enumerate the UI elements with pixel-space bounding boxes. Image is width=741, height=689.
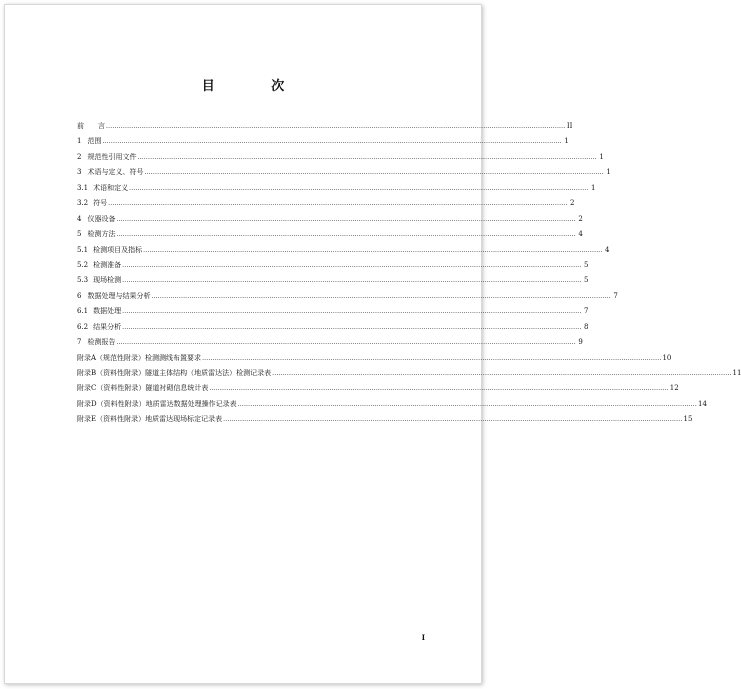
- toc-leader-dots: ..........................................................................................................................................................................................................................: [144, 169, 604, 177]
- toc-entry-page: 2: [570, 199, 575, 208]
- toc-entry-title: 检测准备: [93, 260, 122, 269]
- toc-entry-title: 规范性引用文件: [87, 152, 137, 161]
- toc-entry-title: 数据处理: [93, 307, 122, 316]
- toc-leader-dots: ..........................................................................................................................................................................................................................: [223, 416, 683, 424]
- toc-entry-data-analysis[interactable]: [77, 289, 618, 304]
- page-number: I: [421, 633, 425, 642]
- toc-entry-test-methods[interactable]: [77, 227, 583, 242]
- toc-entry-appendix-b[interactable]: [77, 366, 741, 381]
- toc-leader-dots: ..........................................................................................................................................................................................................................: [108, 200, 568, 208]
- toc-leader-dots: ..........................................................................................................................................................................................................................: [237, 400, 697, 408]
- toc-leader-dots: ..........................................................................................................................................................................................................................: [102, 138, 562, 146]
- toc-entry-number: 6.2: [77, 322, 89, 331]
- toc-entry-foreword[interactable]: [77, 119, 573, 134]
- toc-entry-number: 1: [77, 137, 82, 146]
- toc-entry-field-testing[interactable]: [77, 273, 589, 288]
- toc-leader-dots: ..........................................................................................................................................................................................................................: [137, 153, 597, 161]
- toc-entry-page: 5: [584, 260, 589, 269]
- toc-leader-dots: ..........................................................................................................................................................................................................................: [122, 277, 582, 285]
- toc-leader-dots: ..........................................................................................................................................................................................................................: [202, 354, 662, 362]
- toc-entry-page: 1: [591, 183, 596, 192]
- toc-entry-title: 附录E（资料性附录）地质雷达现场标定记录表: [77, 415, 223, 424]
- toc-entry-number: 4: [77, 214, 82, 223]
- toc-entry-number: 5.2: [77, 260, 89, 269]
- toc-entry-page: 15: [683, 415, 693, 424]
- toc-entry-number: 2: [77, 152, 82, 161]
- toc-entry-title: 术语和定义: [93, 183, 129, 192]
- toc-entry-test-report[interactable]: [77, 335, 583, 350]
- toc-entry-instruments[interactable]: [77, 212, 583, 227]
- toc-entry-title: 附录A（规范性附录）检测测线布置要求: [77, 353, 202, 362]
- toc-entry-page: 4: [578, 230, 583, 239]
- toc-entry-title: 结果分析: [93, 322, 122, 331]
- toc-entry-appendix-e[interactable]: [77, 412, 693, 427]
- toc-leader-dots: ..........................................................................................................................................................................................................................: [122, 323, 582, 331]
- toc-entry-page: 12: [669, 384, 679, 393]
- toc-entry-scope[interactable]: [77, 134, 569, 149]
- toc-entry-number: 5: [77, 230, 82, 239]
- toc-entry-page: 7: [584, 307, 589, 316]
- toc-entry-title: 术语与定义、符号: [87, 168, 144, 177]
- toc-leader-dots: ..........................................................................................................................................................................................................................: [116, 231, 576, 239]
- page-title: 目 次: [201, 79, 311, 94]
- toc-leader-dots: ..........................................................................................................................................................................................................................: [151, 292, 611, 300]
- toc-leader-dots: ..........................................................................................................................................................................................................................: [143, 246, 603, 254]
- toc-entry-title: 数据处理与结果分析: [87, 291, 151, 300]
- toc-entry-number: 6: [77, 291, 82, 300]
- toc-entry-terms-definitions[interactable]: [77, 181, 596, 196]
- toc-entry-result-analysis[interactable]: [77, 320, 589, 335]
- toc-entry-page: 1: [564, 137, 569, 146]
- toc-leader-dots: ..........................................................................................................................................................................................................................: [209, 385, 669, 393]
- toc-leader-dots: ..........................................................................................................................................................................................................................: [116, 215, 576, 223]
- toc-entry-appendix-a[interactable]: [77, 351, 672, 366]
- toc-entry-title: 言: [98, 122, 105, 130]
- toc-entry-page: 14: [698, 399, 707, 408]
- toc-entry-number: 7: [77, 338, 82, 347]
- toc-entry-terms-symbols[interactable]: [77, 165, 611, 180]
- toc-leader-dots: ..........................................................................................................................................................................................................................: [129, 184, 589, 192]
- toc-entry-page: II: [566, 122, 573, 130]
- toc-leader-dots: ..........................................................................................................................................................................................................................: [122, 308, 582, 316]
- toc-entry-page: 9: [578, 338, 583, 347]
- toc-entry-appendix-c[interactable]: [77, 381, 679, 396]
- toc-entry-title: 检测项目及指标: [93, 245, 143, 254]
- toc-entry-page: 4: [605, 245, 610, 254]
- toc-entry-data-processing[interactable]: [77, 304, 589, 319]
- toc-entry-title: 符号: [93, 199, 108, 208]
- table-of-contents: [77, 119, 741, 428]
- toc-leader-dots: ..........................................................................................................................................................................................................................: [122, 261, 582, 269]
- toc-entry-number: 5.3: [77, 276, 89, 285]
- toc-entry-test-items[interactable]: [77, 243, 610, 258]
- toc-entry-symbols[interactable]: [77, 196, 575, 211]
- toc-entry-page: 1: [599, 152, 604, 161]
- toc-entry-page: 11: [732, 369, 741, 377]
- toc-leader-dots: ..........................................................................................................................................................................................................................: [116, 339, 576, 347]
- toc-entry-title: 附录B（资料性附录）隧道主体结构（地质雷达法）检测记录表: [77, 369, 272, 377]
- toc-entry-page: 1: [606, 168, 611, 177]
- toc-entry-page: 7: [613, 291, 618, 300]
- toc-entry-title: 范围: [87, 137, 102, 146]
- toc-entry-page: 5: [584, 276, 589, 285]
- document-page: [4, 4, 741, 684]
- toc-entry-number: 前: [77, 122, 84, 130]
- toc-entry-number: 6.1: [77, 307, 89, 316]
- toc-leader-dots: ..........................................................................................................................................................................................................................: [106, 123, 566, 130]
- toc-entry-normative-references[interactable]: [77, 150, 604, 165]
- toc-entry-number: 3.2: [77, 199, 89, 208]
- toc-entry-test-preparation[interactable]: [77, 258, 589, 273]
- toc-entry-page: 10: [662, 353, 672, 362]
- toc-entry-title: 现场检测: [93, 276, 122, 285]
- toc-entry-title: 附录C（资料性附录）隧道衬砌信息统计表: [77, 384, 209, 393]
- toc-entry-title: 仪器设备: [87, 214, 116, 223]
- toc-entry-appendix-d[interactable]: [77, 397, 707, 412]
- toc-entry-number: 3: [77, 168, 82, 177]
- toc-leader-dots: ..........................................................................................................................................................................................................................: [272, 370, 732, 377]
- toc-entry-page: 8: [584, 322, 589, 331]
- toc-entry-title: 检测方法: [87, 230, 116, 239]
- toc-entry-number: 5.1: [77, 245, 89, 254]
- toc-entry-number: 3.1: [77, 183, 89, 192]
- toc-entry-title: 检测报告: [87, 338, 116, 347]
- toc-entry-page: 2: [578, 214, 583, 223]
- toc-entry-title: 附录D（资料性附录）地质雷达数据处理操作记录表: [77, 399, 237, 408]
